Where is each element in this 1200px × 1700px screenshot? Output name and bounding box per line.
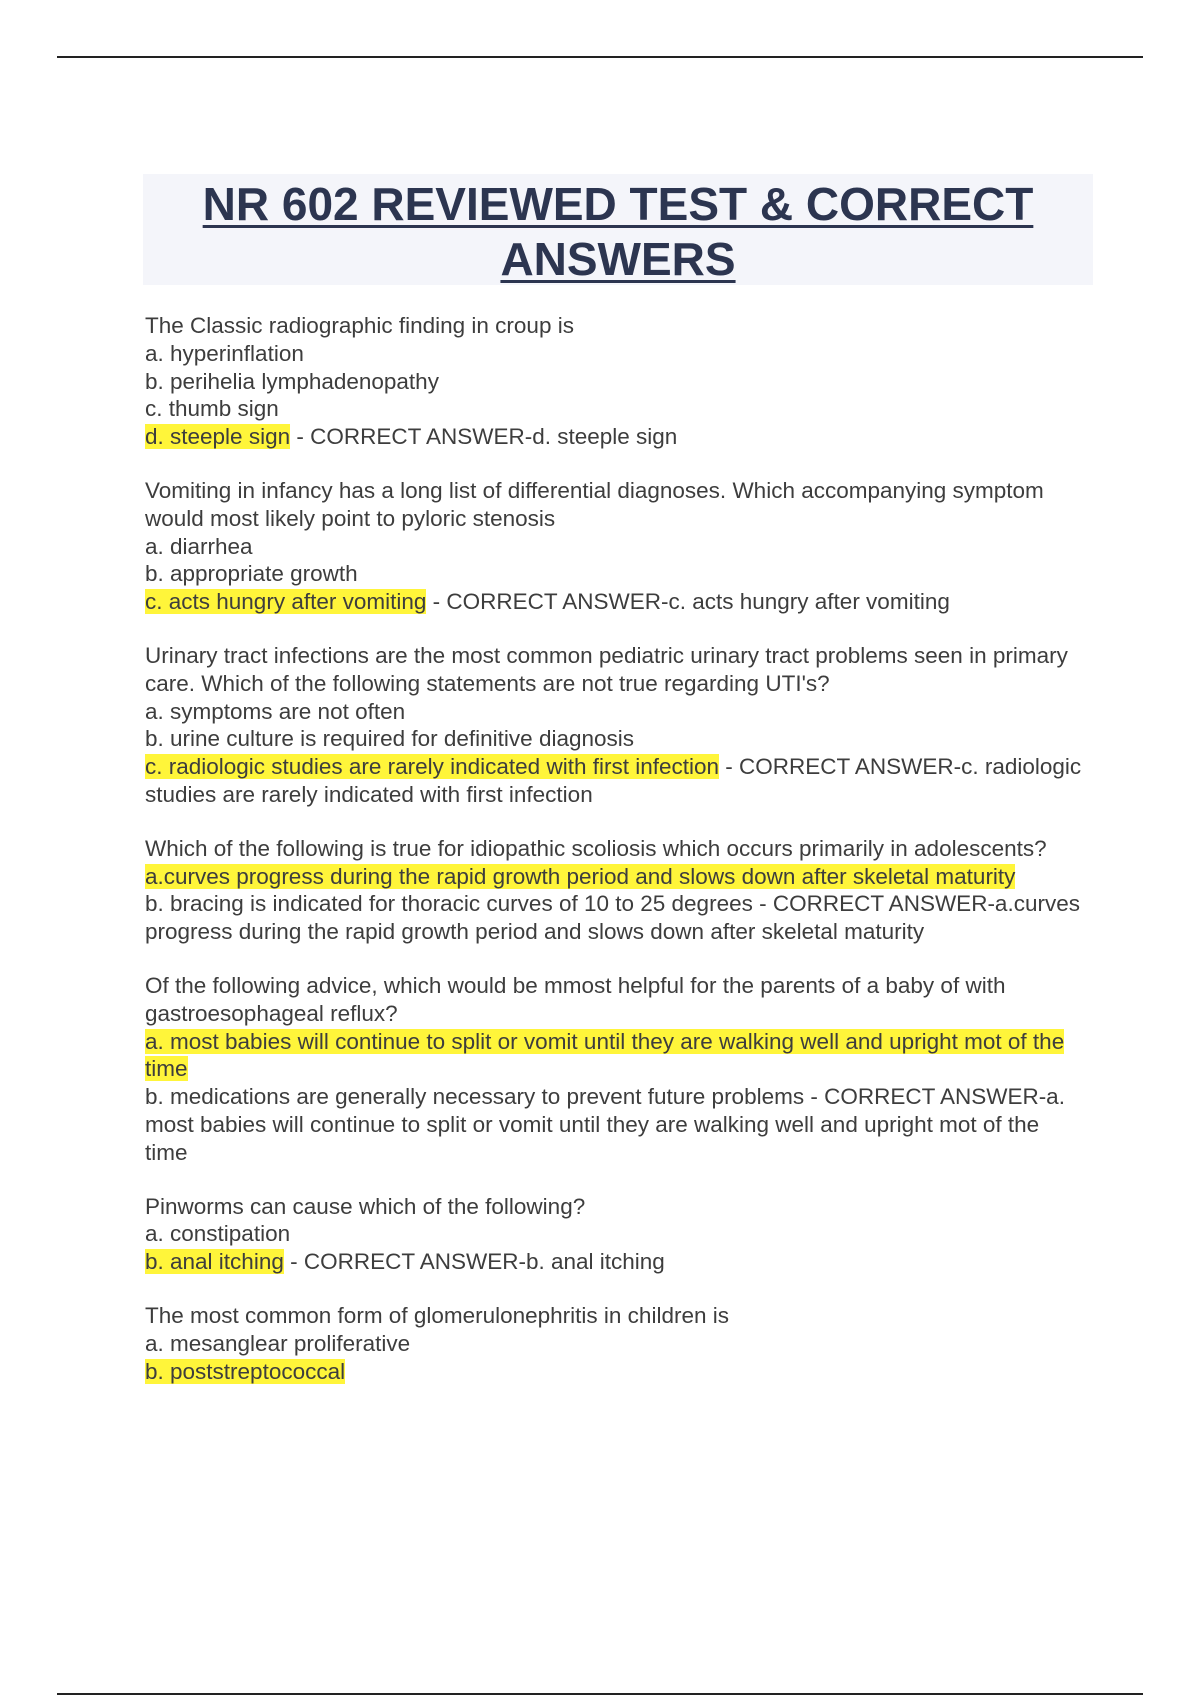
answer-option: b. urine culture is required for definitive diagnosis: [145, 726, 635, 752]
question-block: [145, 477, 1085, 616]
question-prompt: Pinworms can cause which of the following?: [145, 1193, 586, 1219]
correct-answer-text: - CORRECT ANSWER-b. anal itching: [283, 1249, 665, 1275]
top-rule: [57, 56, 1143, 58]
correct-answer-line: [145, 1358, 1085, 1386]
document-title: NR 602 REVIEWED TEST & CORRECT ANSWERS: [202, 178, 1034, 285]
bottom-rule: [57, 1693, 1143, 1695]
highlighted-option-line: [145, 863, 1085, 891]
highlighted-option-line: [145, 1028, 1085, 1084]
highlighted-answer: b. poststreptococcal: [145, 1358, 346, 1384]
correct-answer-text: - CORRECT ANSWER-c. radiologic studies are rarely indicated with first infection: [145, 754, 1082, 807]
answer-option: c. thumb sign: [145, 396, 279, 422]
highlighted-answer: c. acts hungry after vomiting: [145, 589, 427, 615]
answer-option: a. constipation: [145, 1221, 291, 1247]
title-banner: [143, 174, 1093, 285]
correct-answer-line: [145, 1248, 1085, 1276]
question-block: [145, 1193, 1085, 1276]
correct-answer-line: [145, 423, 1085, 451]
option-and-correct-answer: b. medications are generally necessary to prevent future problems - CORRECT ANSWER-a. most babies will continue to split or vomit until they are walking well and upright mot of the time: [145, 1084, 1065, 1165]
question-prompt: The Classic radiographic finding in croup is: [145, 313, 574, 338]
answer-option: b. perihelia lymphadenopathy: [145, 368, 439, 394]
question-prompt: Urinary tract infections are the most common pediatric urinary tract problems seen in primary care. Which of the following statements are not true regarding UTI's?: [145, 642, 1068, 696]
answer-option: a. symptoms are not often: [145, 698, 406, 724]
question-prompt: Vomiting in infancy has a long list of differential diagnoses. Which accompanying symptom would most likely point to pyloric stenosis: [145, 477, 1044, 531]
question-prompt: Which of the following is true for idiopathic scoliosis which occurs primarily in adolescents?: [145, 835, 1047, 861]
correct-answer-text: - CORRECT ANSWER-d. steeple sign: [290, 424, 678, 450]
answer-option: a. diarrhea: [145, 533, 253, 559]
question-block: [145, 1302, 1085, 1385]
answer-option: b. appropriate growth: [145, 561, 358, 587]
correct-answer-text: - CORRECT ANSWER-c. acts hungry after vomiting: [426, 589, 950, 615]
correct-answer-line: [145, 588, 1085, 616]
highlighted-answer: c. radiologic studies are rarely indicated with first infection: [145, 754, 720, 780]
highlighted-answer: b. anal itching: [145, 1249, 284, 1275]
question-block: [145, 642, 1085, 809]
question-block: [145, 972, 1085, 1167]
question-prompt: Of the following advice, which would be mmost helpful for the parents of a baby of with gastroesophageal reflux?: [145, 972, 1006, 1026]
question-block: [145, 835, 1085, 946]
document-body: [145, 312, 1085, 1411]
option-and-correct-answer: b. bracing is indicated for thoracic curves of 10 to 25 degrees - CORRECT ANSWER-a.curves progress during the rapid growth period and slows down after skeletal maturity: [145, 891, 1080, 945]
correct-answer-line: [145, 753, 1085, 809]
answer-option: a. mesanglear proliferative: [145, 1330, 411, 1356]
answer-option: a. hyperinflation: [145, 340, 304, 366]
highlighted-answer: d. steeple sign: [145, 424, 291, 450]
highlighted-answer: a. most babies will continue to split or vomit until they are walking well and upright mot of the time: [145, 1028, 1065, 1082]
question-block: [145, 312, 1085, 451]
question-prompt: The most common form of glomerulonephritis in children is: [145, 1302, 729, 1328]
highlighted-answer: a.curves progress during the rapid growth period and slows down after skeletal maturity: [145, 863, 1016, 889]
